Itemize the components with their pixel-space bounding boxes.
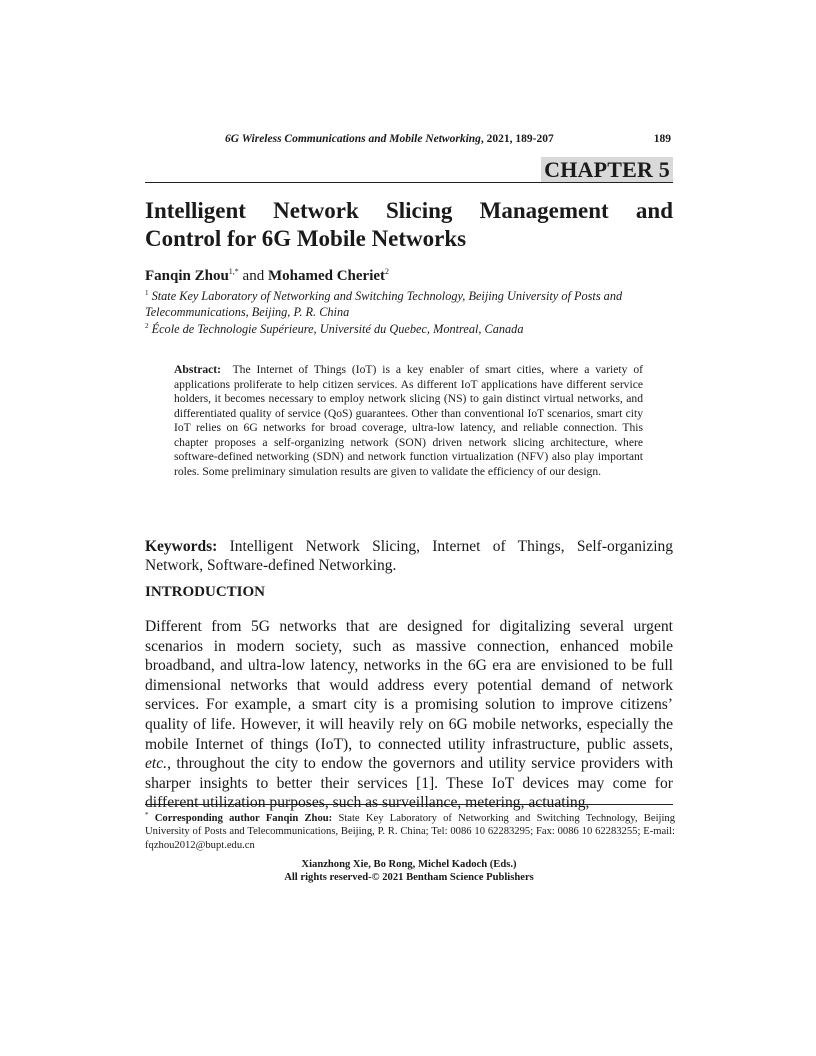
chapter-label: CHAPTER 5	[541, 157, 673, 182]
keywords	[145, 537, 673, 575]
footnote-rule	[145, 804, 673, 805]
affiliation-2	[145, 318, 675, 337]
title-line-2: Control for 6G Mobile Networks	[145, 226, 467, 251]
title-line-1: Intelligent Network Slicing Management and	[145, 198, 673, 223]
intro-text-part-2: , throughout the city to endow the governors and utility service providers with sharper insights to better their services [1]. These IoT devices may come for different utilization purposes, such as surveillance, metering, actuating,	[145, 755, 673, 812]
keywords-label: Keywords:	[145, 538, 218, 555]
affiliation-2-mark: 2	[145, 322, 149, 330]
author-list	[145, 263, 389, 285]
abstract-text: The Internet of Things (IoT) is a key enabler of smart cities, where a variety of applications proliferate to help citizen services. As different IoT applications have different service holders, it becomes necessary to employ network slicing (NS) to gain distinct virtual networks, and differentiated quality of service (QoS) guarantees. Other than conventional IoT scenarios, smart city IoT relies on 6G networks for broad coverage, ultra-low latency, and reliable connection. This chapter proposes a self-organizing network (SON) driven network slicing architecture, where software-defined networking (SDN) and network function virtualization (NFV) also play important roles. Some preliminary simulation results are given to validate the efficiency of our design.	[174, 363, 643, 478]
journal-title: 6G Wireless Communications and Mobile Networking	[225, 133, 481, 145]
author-connector: and	[238, 268, 268, 284]
author-1: Fanqin Zhou	[145, 268, 229, 284]
publisher-info	[145, 858, 673, 884]
year-pages: , 2021, 189-207	[480, 133, 554, 145]
affiliation-1-mark: 1	[145, 289, 149, 297]
intro-text-part-1: Different from 5G networks that are designed for digitalizing several urgent scenarios in modern society, such as massive connection, enhanced mobile broadband, and ultra-low latency, networks in the 6G era are envisioned to be full dimensional networks that would address every potential demand of network services. For example, a smart city is a promising solution to improve citizens’ quality of life. However, it will heavily rely on 6G mobile networks, especially the mobile Internet of things (IoT), to connected utility infrastructure, public assets,	[145, 618, 673, 753]
header-rule	[145, 182, 673, 183]
footnote	[145, 809, 675, 852]
section-heading-introduction: INTRODUCTION	[145, 584, 266, 600]
affiliation-1-text: State Key Laboratory of Networking and Switching Technology, Beijing University of Posts and Telecommunications, Beijing, P. R. China	[145, 289, 623, 319]
footnote-text: State Key Laboratory of Networking and Switching Technology, Beijing University of Posts and Telecommunications, Beijing, P. R. China; Tel: 0086 10 62283295; Fax: 0086 10 62283255; E-mail: fqzhou2012@bupt.edu.cn	[145, 813, 675, 851]
journal-citation	[225, 133, 554, 145]
affiliation-1	[145, 285, 675, 320]
introduction-paragraph	[145, 617, 673, 813]
intro-text-etc: etc.	[145, 755, 168, 773]
running-header	[145, 133, 673, 149]
chapter-title	[145, 197, 673, 253]
footnote-label: Corresponding author Fanqin Zhou:	[154, 813, 333, 824]
abstract-label: Abstract:	[174, 363, 222, 376]
rights-line: All rights reserved-© 2021 Bentham Science Publishers	[284, 872, 534, 883]
footnote-mark: *	[145, 811, 149, 819]
author-2: Mohamed Cheriet	[267, 268, 386, 284]
affiliation-2-text: École de Technologie Supérieure, Université du Quebec, Montreal, Canada	[151, 322, 524, 336]
author-1-marks: 1,*	[228, 267, 239, 276]
author-2-marks: 2	[385, 267, 390, 276]
editors-line: Xianzhong Xie, Bo Rong, Michel Kadoch (Eds.)	[301, 859, 517, 870]
abstract	[174, 363, 643, 479]
page-number: 189	[653, 133, 671, 145]
keywords-text: Intelligent Network Slicing, Internet of Things, Self-organizing Network, Software-defined Networking.	[145, 538, 674, 574]
